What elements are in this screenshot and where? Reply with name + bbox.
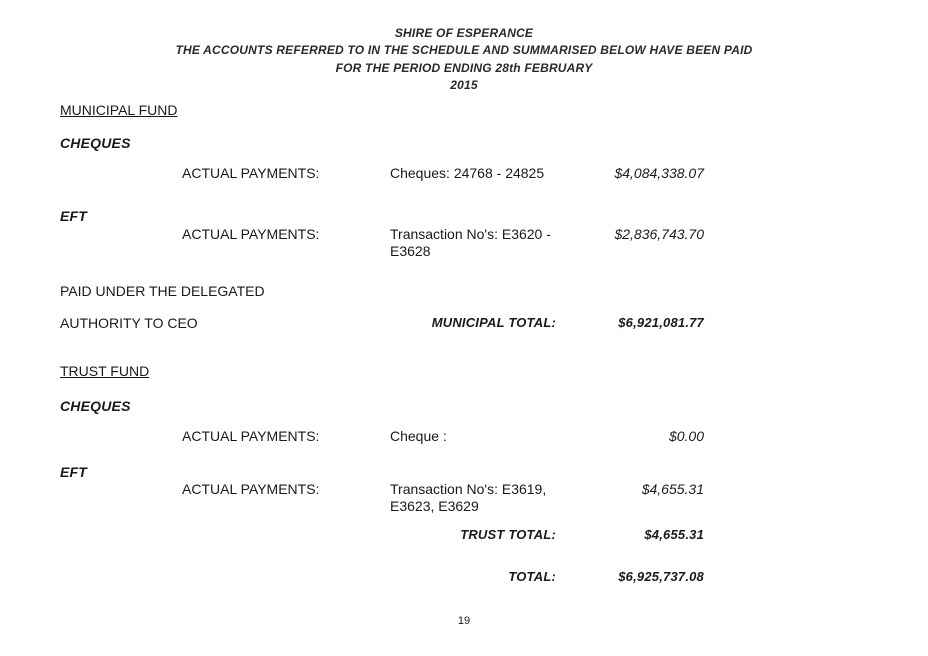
delegated-authority-line2: AUTHORITY TO CEO [60, 315, 198, 331]
header-title: SHIRE OF ESPERANCE [394, 26, 534, 40]
header-year: 2015 [450, 78, 478, 92]
header-subtitle: THE ACCOUNTS REFERRED TO IN THE SCHEDULE AND SUMMARISED BELOW HAVE BEEN PAID [175, 43, 753, 57]
municipal-eft-payments-label: ACTUAL PAYMENTS: [182, 226, 320, 242]
trust-cheques-amount: $0.00 [668, 428, 704, 444]
municipal-total-amount: $6,921,081.77 [618, 315, 704, 330]
page-number: 19 [457, 615, 471, 627]
municipal-total-label: MUNICIPAL TOTAL: [431, 315, 556, 330]
trust-eft-label: EFT [60, 464, 88, 480]
trust-eft-payments-label: ACTUAL PAYMENTS: [182, 481, 320, 497]
municipal-cheques-payments-label: ACTUAL PAYMENTS: [182, 165, 320, 181]
header-period: FOR THE PERIOD ENDING 28th FEBRUARY [335, 61, 593, 75]
grand-total-label: TOTAL: [508, 569, 556, 584]
trust-cheques-label: CHEQUES [60, 398, 131, 414]
municipal-cheques-label: CHEQUES [60, 135, 131, 151]
municipal-cheques-desc: Cheques: 24768 - 24825 [390, 165, 545, 181]
trust-total-amount: $4,655.31 [644, 527, 704, 542]
trust-fund-heading: TRUST FUND [60, 363, 150, 379]
municipal-eft-desc: Transaction No's: E3620 - E3628 [390, 226, 551, 259]
trust-eft-amount: $4,655.31 [641, 481, 704, 497]
grand-total-amount: $6,925,737.08 [618, 569, 704, 584]
trust-total-label: TRUST TOTAL: [460, 527, 556, 542]
trust-eft-desc: Transaction No's: E3619, E3623, E3629 [390, 481, 547, 514]
municipal-eft-amount: $2,836,743.70 [614, 226, 704, 242]
municipal-eft-label: EFT [60, 208, 88, 224]
trust-cheques-payments-label: ACTUAL PAYMENTS: [182, 428, 320, 444]
delegated-authority-line1: PAID UNDER THE DELEGATED [60, 283, 265, 299]
trust-cheques-desc: Cheque : [390, 428, 447, 444]
municipal-cheques-amount: $4,084,338.07 [614, 165, 704, 181]
municipal-fund-heading: MUNICIPAL FUND [60, 102, 178, 118]
